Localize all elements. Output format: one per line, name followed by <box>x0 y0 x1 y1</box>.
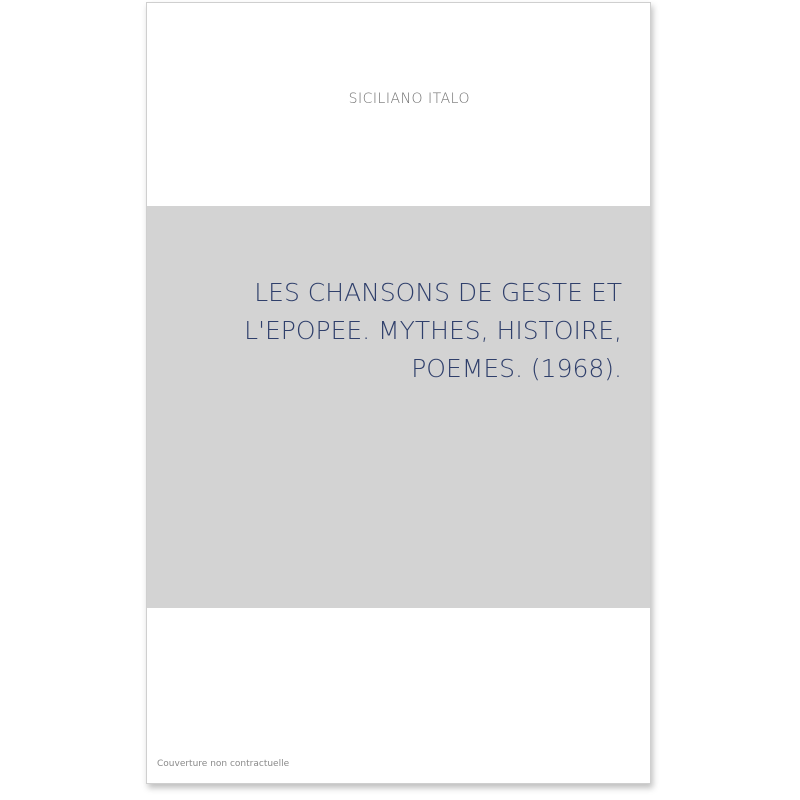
author-name: SICILIANO ITALO <box>348 91 470 107</box>
title-panel <box>147 206 650 608</box>
book-title: LES CHANSONS DE GESTE ET L'EPOPEE. MYTHES, HISTOIRE, POEMES. (1968). <box>244 278 622 383</box>
book-cover <box>146 2 651 784</box>
cover-disclaimer: Couverture non contractuelle <box>157 759 290 769</box>
